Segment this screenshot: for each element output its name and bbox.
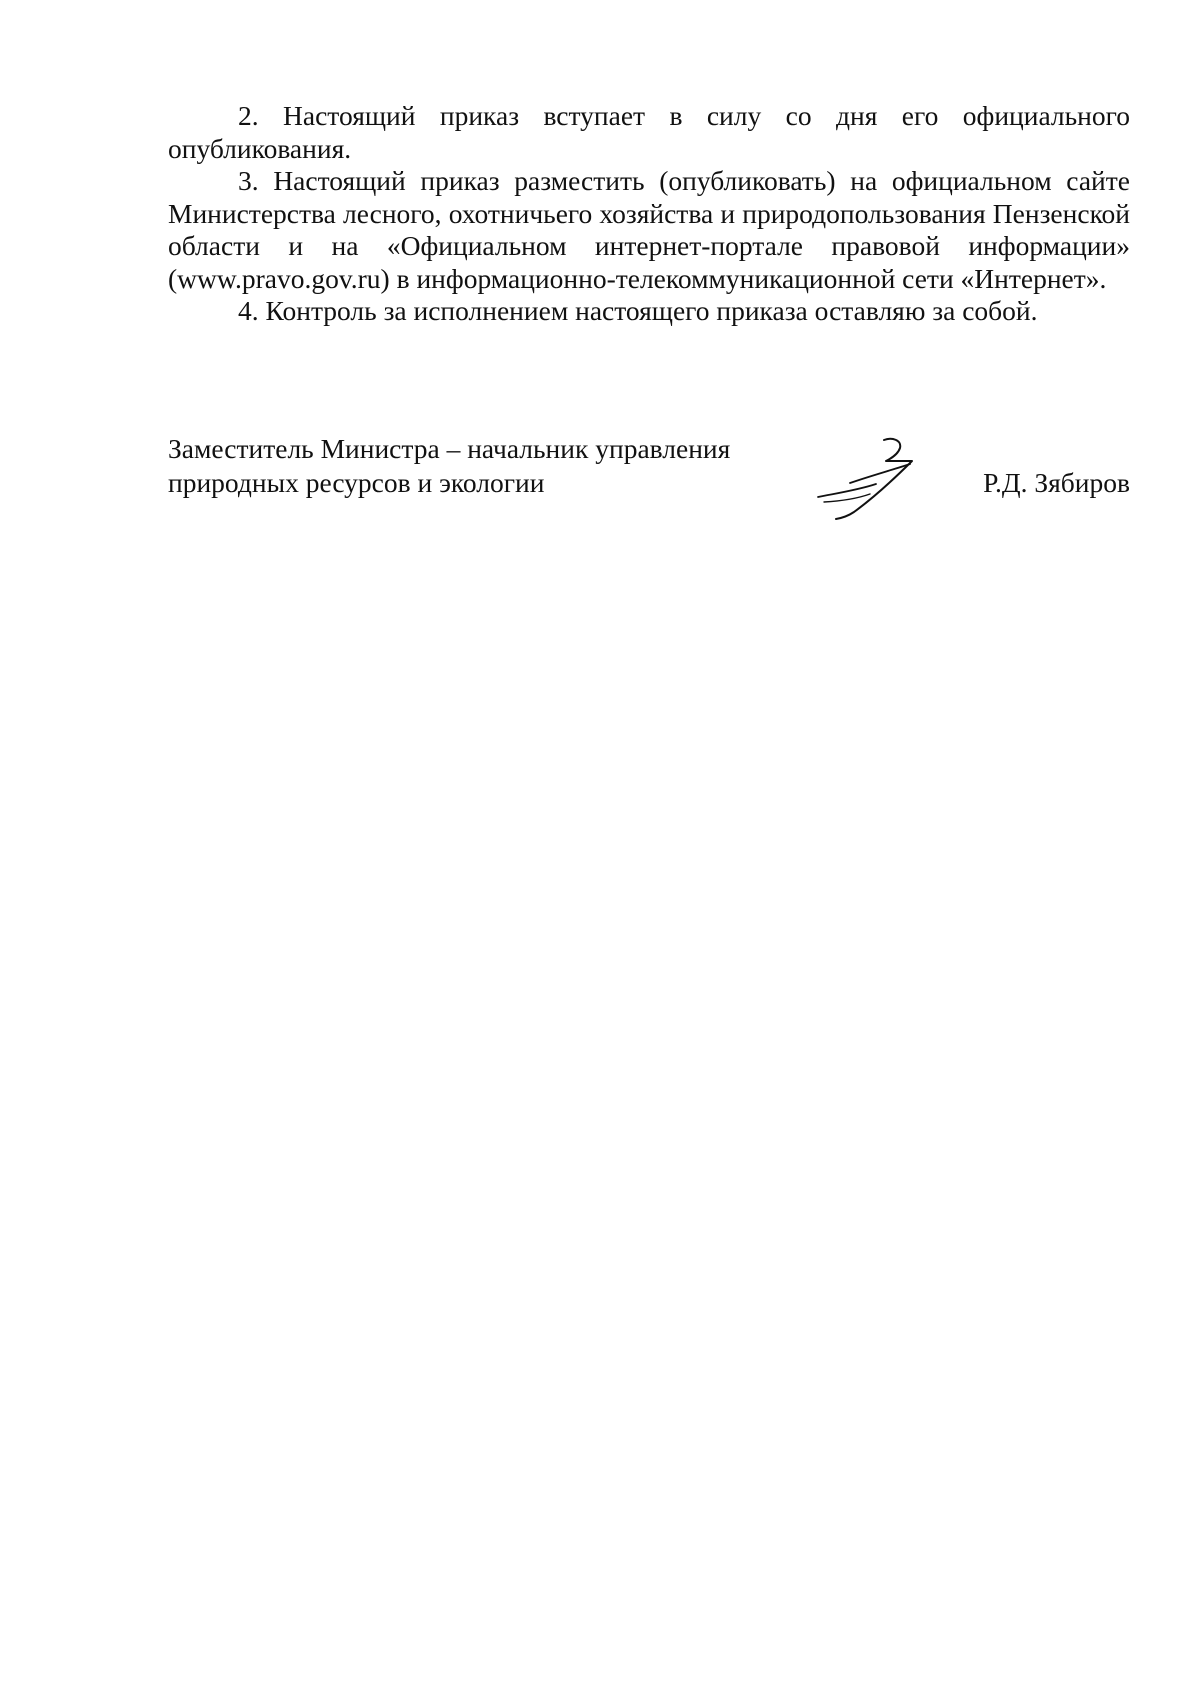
handwritten-signature [812,430,932,520]
paragraph-2: 2. Настоящий приказ вступает в силу со дня его официального опубликования. [168,100,1130,164]
order-body [168,100,1130,328]
signer-title [168,432,808,500]
signer-title-line-1: Заместитель Министра – начальник управления [168,433,731,464]
paragraph-3: 3. Настоящий приказ разместить (опубликовать) на официальном сайте Министерства лесного, охотничьего хозяйства и природопользования Пензенской области и на «Официальном интернет-портале правовой информации» (www.pravo.gov.ru) в информационно-телекоммуникационной сети «Интернет». [168,165,1130,294]
signer-name: Р.Д. Зябиров [983,467,1130,498]
signer-title-line-2: природных ресурсов и экологии [168,467,545,498]
paragraph-4: 4. Контроль за исполнением настоящего приказа оставляю за собой. [238,295,1038,326]
signature-block [168,432,1130,532]
